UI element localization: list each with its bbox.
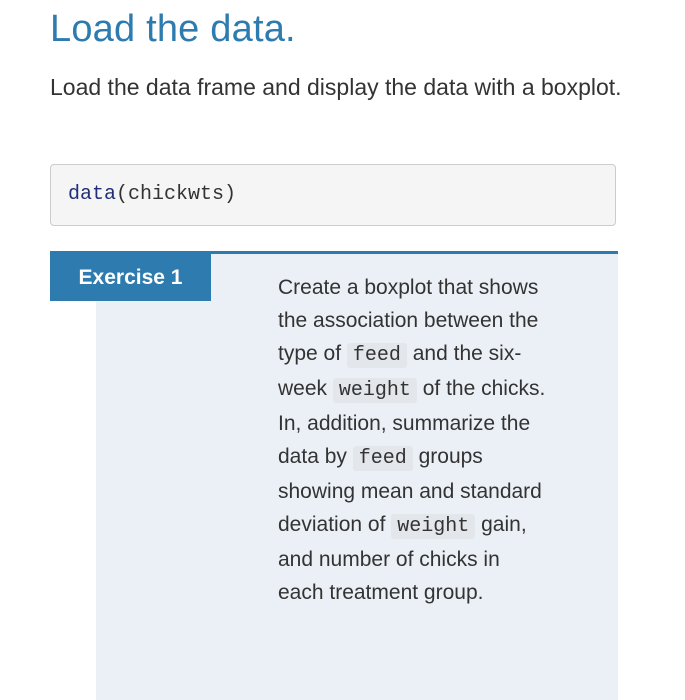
exercise-text [278,271,548,609]
code-block[interactable] [50,164,616,226]
code-argument: chickwts [128,183,225,206]
exercise-text-part: gain, and number of chicks in each treatment group. [278,513,527,604]
exercise-text-part: groups showing mean and standard deviation of [278,445,542,536]
exercise-label: Exercise 1 [50,251,211,301]
inline-code-weight: weight [391,514,475,539]
exercise-text-part: of the chicks. In, addition, summarize the data by [278,377,546,468]
exercise-panel [50,251,618,700]
inline-code-feed: feed [347,343,407,368]
inline-code-feed: feed [353,446,413,471]
inline-code-weight: weight [333,378,417,403]
code-function: data [68,183,117,206]
section-title: Load the data. [50,8,296,50]
exercise-text-part: Create a boxplot that shows the association between the type of [278,276,539,365]
code-close-paren: ) [224,183,237,206]
code-open-paren: ( [116,183,129,206]
exercise-text-part: and the six-week [278,342,522,400]
section-intro: Load the data frame and display the data with a boxplot. [50,74,622,100]
